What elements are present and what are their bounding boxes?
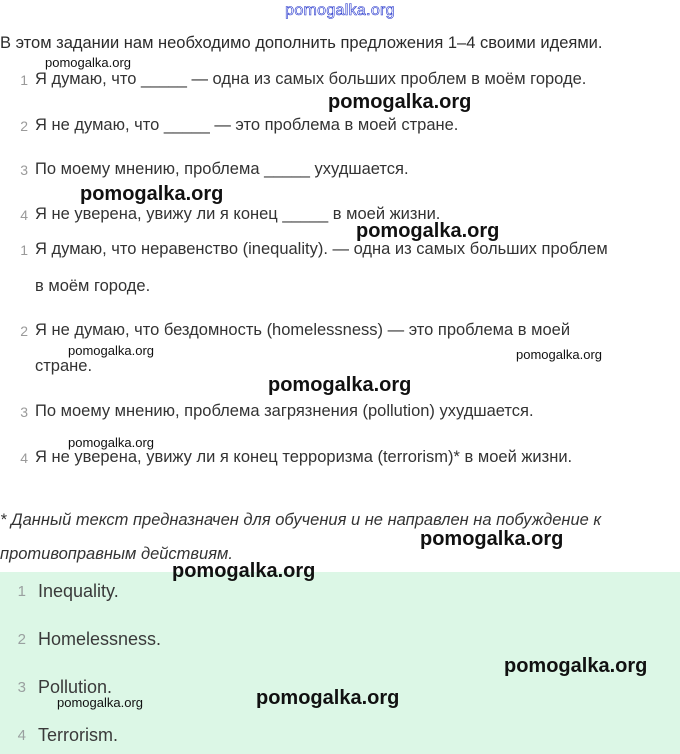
task-item-1-number: 1	[20, 72, 28, 88]
answer-sentence-4-number: 4	[20, 450, 28, 466]
answer-2-text: Homelessness.	[38, 629, 162, 649]
disclaimer-note-line2: противоправным действиям.	[0, 545, 233, 563]
answer-sentence-2-line2: стране.	[35, 357, 93, 375]
task-item-3-text: По моему мнению, проблема _____ ухудшается.	[35, 160, 409, 178]
disclaimer-note-line1: * Данный текст предназначен для обучения и не направлен на побуждение к	[0, 511, 602, 529]
task-intro: В этом задании нам необходимо дополнить предложения 1–4 своими идеями.	[0, 34, 603, 52]
task-item-1-text: Я думаю, что _____ — одна из самых больших проблем в моём городе.	[35, 70, 587, 88]
watermark: pomogalka.org	[356, 220, 500, 242]
watermark: pomogalka.org	[256, 687, 400, 709]
watermark: pomogalka.org	[172, 560, 316, 582]
watermark: pomogalka.org	[57, 695, 143, 710]
task-item-4-text: Я не уверена, увижу ли я конец _____ в моей жизни.	[35, 205, 441, 223]
answer-sentence-2-line1: Я не думаю, что бездомность (homelessness) — это проблема в моей	[35, 321, 571, 339]
watermark: pomogalka.org	[504, 655, 648, 677]
answer-sentence-1-line2: в моём городе.	[35, 277, 151, 295]
answer-1-number: 1	[17, 583, 26, 600]
answer-sentence-4-line1: Я не уверена, увижу ли я конец терроризма (terrorism)* в моей жизни.	[35, 448, 573, 466]
watermark: pomogalka.org	[45, 55, 131, 70]
answer-sentence-3-line1: По моему мнению, проблема загрязнения (pollution) ухудшается.	[35, 402, 534, 420]
watermark: pomogalka.org	[268, 374, 412, 396]
answer-1-text: Inequality.	[38, 581, 119, 601]
answer-3-text: Pollution.	[38, 677, 113, 697]
answer-4-number: 4	[17, 727, 26, 744]
answer-sentence-2-number: 2	[20, 323, 28, 339]
watermark: pomogalka.org	[68, 435, 154, 450]
task-item-3-number: 3	[20, 162, 28, 178]
watermark: pomogalka.org	[516, 347, 602, 362]
answer-sentence-3-number: 3	[20, 404, 28, 420]
watermark: pomogalka.org	[80, 183, 224, 205]
task-item-4-number: 4	[20, 207, 28, 223]
watermark: pomogalka.org	[420, 528, 564, 550]
answer-3-number: 3	[17, 679, 26, 696]
answer-sentence-1-number: 1	[20, 242, 28, 258]
answer-sentence-1-line1: Я думаю, что неравенство (inequality). — одна из самых больших проблем	[35, 240, 608, 258]
site-header-link[interactable]: pomogalka.org	[285, 2, 395, 19]
task-item-2-text: Я не думаю, что _____ — это проблема в моей стране.	[35, 116, 459, 134]
answer-2-number: 2	[17, 631, 26, 648]
watermark: pomogalka.org	[68, 343, 154, 358]
watermark: pomogalka.org	[328, 91, 472, 113]
answer-4-text: Terrorism.	[38, 725, 118, 745]
task-item-2-number: 2	[20, 118, 28, 134]
